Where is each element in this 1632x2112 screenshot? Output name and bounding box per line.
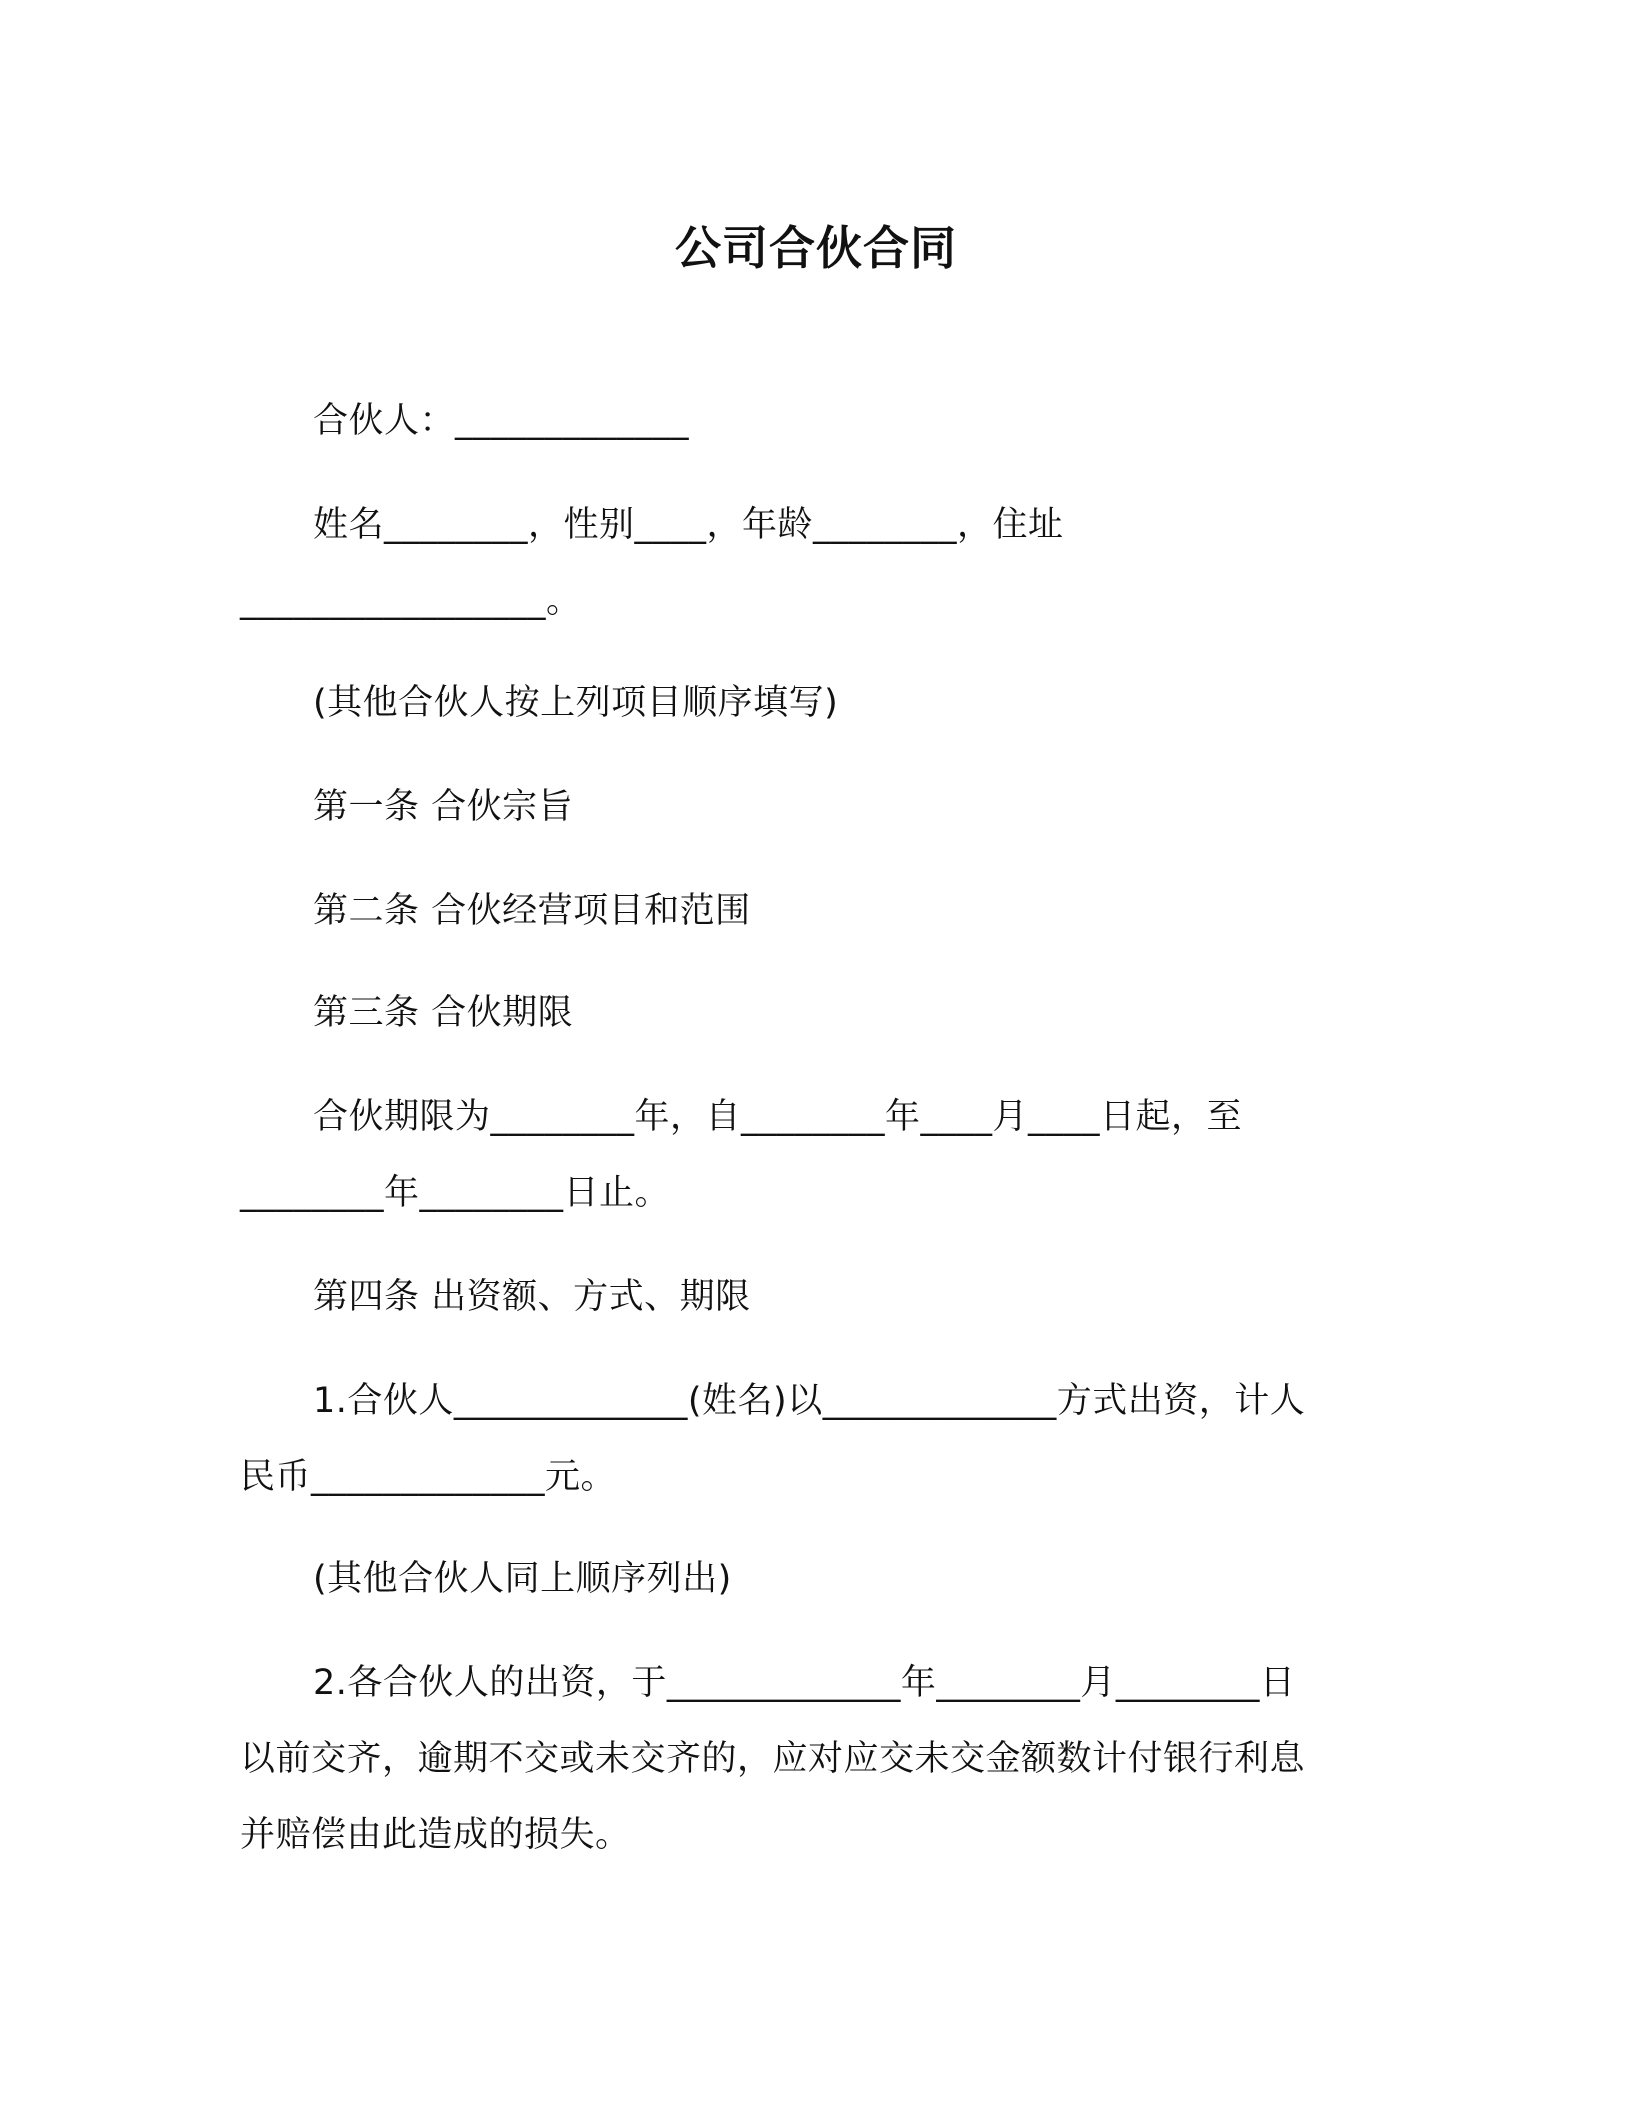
contribution-2-line: 2.各合伙人的出资，于_____________年________月________日 [313, 1663, 1296, 1703]
contribution-1-line: 1.合伙人_____________(姓名)以_____________方式出资，计人 [313, 1381, 1306, 1421]
article-1-heading: 第一条 合伙宗旨 [313, 787, 574, 827]
term-end-line: ________年________日止。 [240, 1173, 671, 1213]
document-title: 公司合伙合同 [675, 221, 957, 275]
address-line: _________________。 [240, 581, 582, 621]
contribution-2-continued-line: 以前交齐，逾期不交或未交齐的，应对应交未交金额数计付银行利息 [240, 1739, 1306, 1779]
other-partners-note: (其他合伙人按上列项目顺序填写) [313, 683, 839, 723]
other-partners-list-note: (其他合伙人同上顺序列出) [313, 1559, 732, 1599]
article-4-heading: 第四条 出资额、方式、期限 [313, 1277, 751, 1317]
term-line: 合伙期限为________年，自________年____月____日起，至 [313, 1097, 1243, 1137]
personal-info-line: 姓名________，性别____，年龄________，住址 [313, 505, 1064, 545]
partner-line: 合伙人：_____________ [313, 401, 690, 441]
article-3-heading: 第三条 合伙期限 [313, 993, 574, 1033]
article-2-heading: 第二条 合伙经营项目和范围 [313, 891, 751, 931]
contribution-1-amount-line: 民币_____________元。 [240, 1457, 617, 1497]
contribution-2-end-line: 并赔偿由此造成的损失。 [240, 1815, 631, 1855]
